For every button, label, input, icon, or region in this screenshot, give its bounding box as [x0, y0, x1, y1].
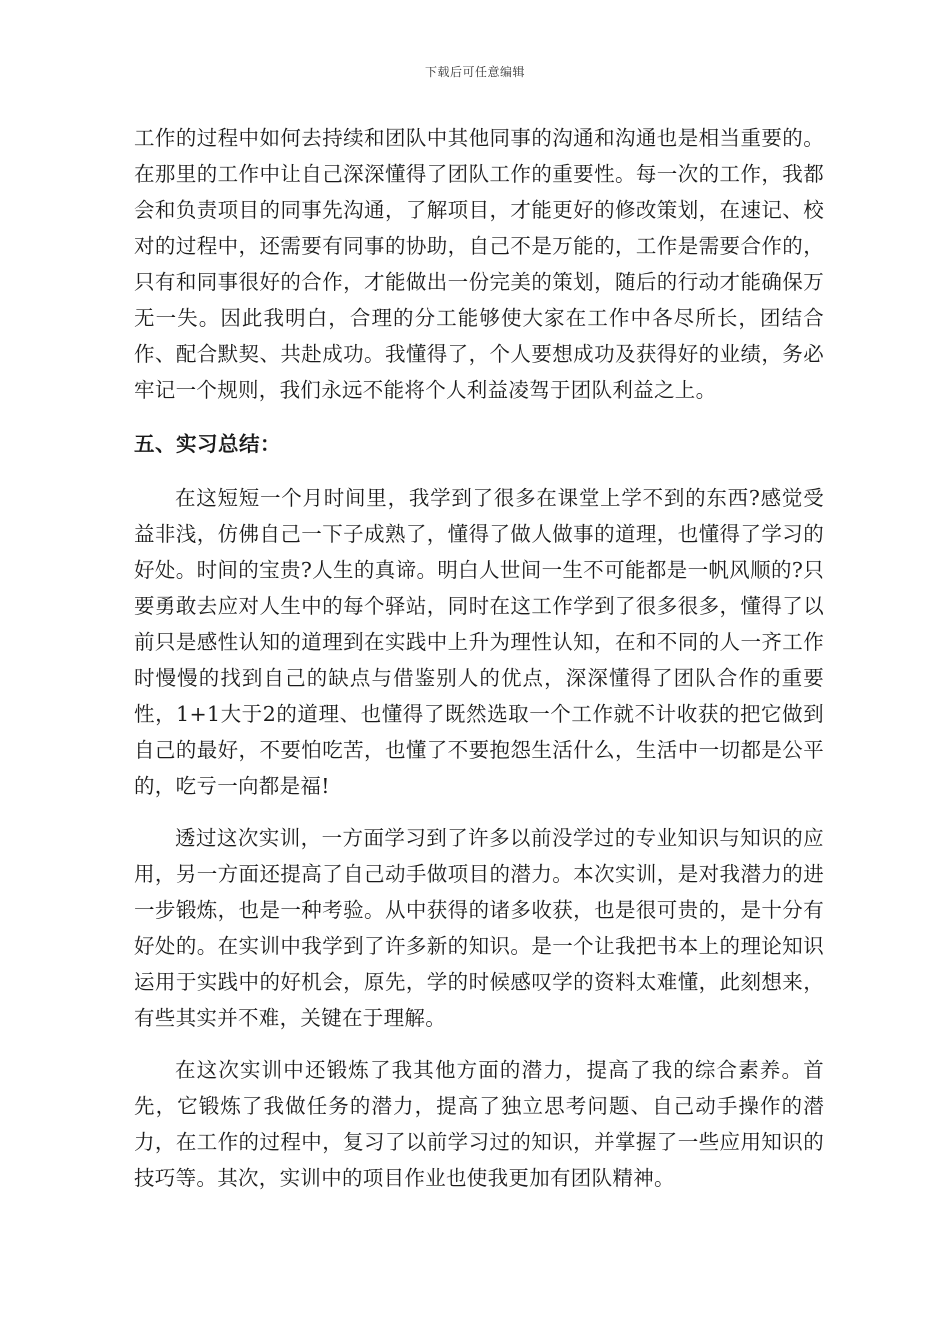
document-body	[134, 120, 824, 1196]
paragraph-continued: 工作的过程中如何去持续和团队中其他同事的沟通和沟通也是相当重要的。在那里的工作中让自己深深懂得了团队工作的重要性。每一次的工作，我都会和负责项目的同事先沟通，了解项目，才能更好的修改策划，在速记、校对的过程中，还需要有同事的协助，自己不是万能的，工作是需要合作的，只有和同事很好的合作，才能做出一份完美的策划，随后的行动才能确保万无一失。因此我明白，合理的分工能够使大家在工作中各尽所长，团结合作、配合默契、共赴成功。我懂得了，个人要想成功及获得好的业绩，务必牢记一个规则，我们永远不能将个人利益凌驾于团队利益之上。	[134, 126, 824, 402]
paragraph-summary-2: 透过这次实训，一方面学习到了许多以前没学过的专业知识与知识的应用，另一方面还提高了自己动手做项目的潜力。本次实训，是对我潜力的进一步锻炼，也是一种考验。从中获得的诸多收获，也是很可贵的，是十分有好处的。在实训中我学到了许多新的知识。是一个让我把书本上的理论知识运用于实践中的好机会，原先，学的时候感叹学的资料太难懂，此刻想来，有些其实并不难，关键在于理解。	[134, 826, 824, 1030]
page-header: 下载后可任意编辑	[424, 65, 525, 79]
section-heading: 五、实习总结：	[134, 432, 281, 456]
paragraph-summary-1: 在这短短一个月时间里，我学到了很多在课堂上学不到的东西?感觉受益非浅，仿佛自己一下子成熟了，懂得了做人做事的道理，也懂得了学习的好处。时间的宝贵?人生的真谛。明白人世间一生不可能都是一帆风顺的?只要勇敢去应对人生中的每个驿站，同时在这工作学到了很多很多，懂得了以前只是感性认知的道理到在实践中上升为理性认知，在和不同的人一齐工作时慢慢的找到自己的缺点与借鉴别人的优点，深深懂得了团队合作的重要性，1+1大于2的道理、也懂得了既然选取一个工作就不计收获的把它做到自己的最好，不要怕吃苦，也懂了不要抱怨生活什么，生活中一切都是公平的，吃亏一向都是福!	[134, 486, 824, 798]
paragraph-summary-3: 在这次实训中还锻炼了我其他方面的潜力，提高了我的综合素养。首先，它锻炼了我做任务的潜力，提高了独立思考问题、自己动手操作的潜力，在工作的过程中，复习了以前学习过的知识，并掌握了一些应用知识的技巧等。其次，实训中的项目作业也使我更加有团队精神。	[134, 1058, 824, 1190]
